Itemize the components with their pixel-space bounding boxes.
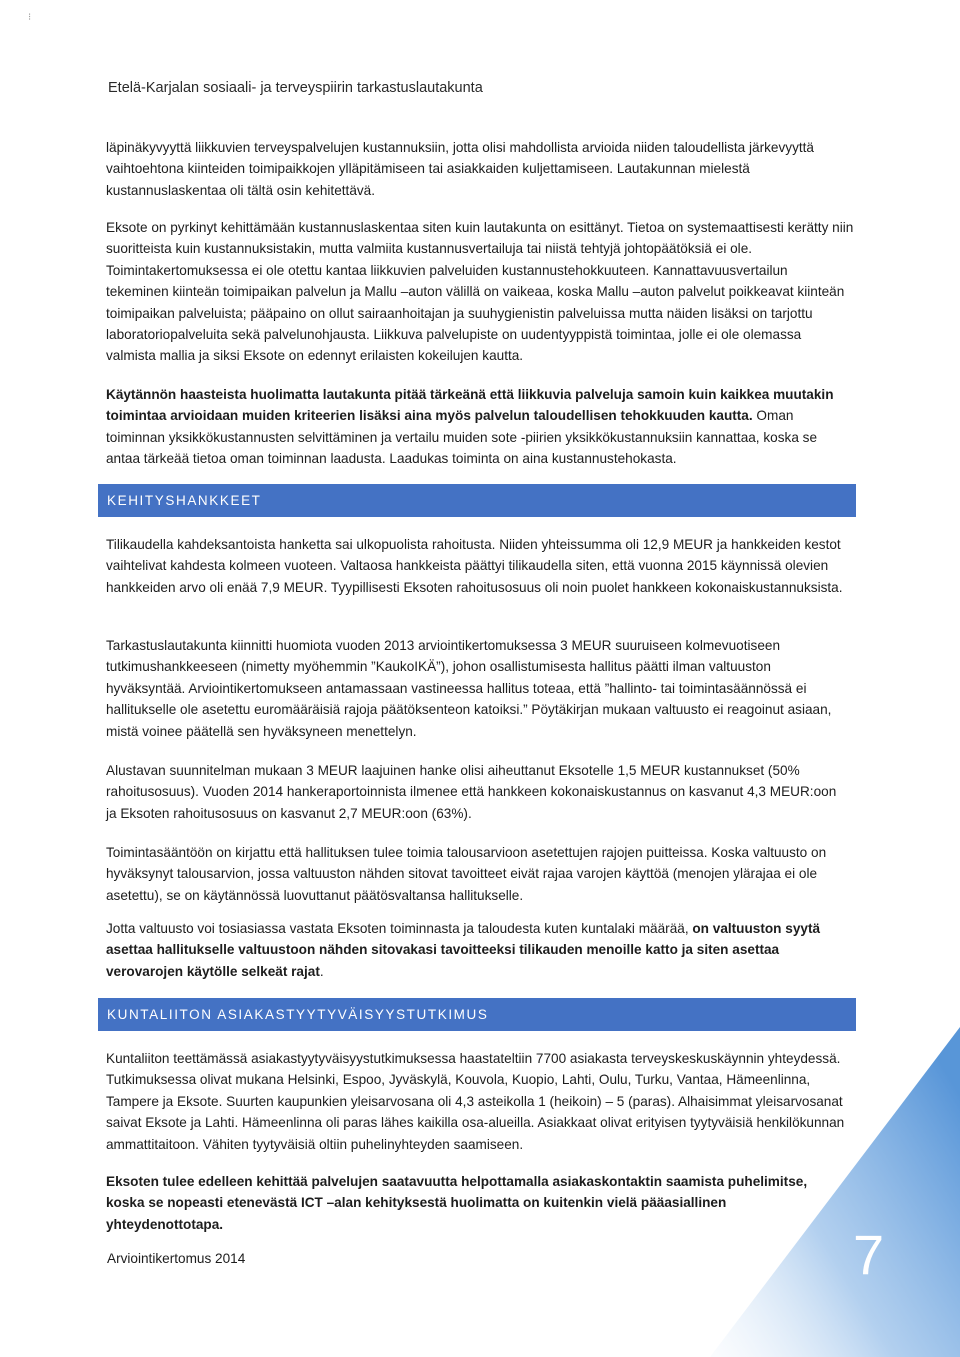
section1-paragraph-4: Toimintasääntöön on kirjattu että hallituksen tulee toimia talousarvioon asetettujen rajojen puitteissa. Koska valtuusto on hyväksynyt talousarvion, jossa valtuuston nähden sitovat tavoitteet eivät rajaa varojen käyttöä (menojen ylärajaa ei ole asetettu), se on käytännössä luovuttanut päätösvaltansa hallitukselle. bbox=[106, 845, 827, 903]
intro-paragraph-3-rest: Oman toiminnan yksikkökustannusten selvittäminen ja vertailu muiden sote -piirien yksikkökustannuksiin kannattaa, koska se antaa tärkeää tietoa oman toiminnan laadusta. Laadukas toiminta on aina kustannustehokasta. bbox=[106, 408, 818, 467]
section1-paragraph-5 bbox=[106, 918, 846, 982]
section-heading-kehityshankkeet: KEHITYSHANKKEET bbox=[98, 484, 856, 517]
section1-paragraph-5-bold: on valtuuston syytä asettaa hallitukselle valtuustoon nähden sitovakasi tavoitteeksi tilikauden menoille katto ja siten asettaa verovarojen käytölle selkeät rajat bbox=[106, 921, 821, 979]
page-number: 7 bbox=[853, 1223, 885, 1286]
section2-paragraph-2-bold: Eksoten tulee edelleen kehittää palvelujen saatavuutta helpottamalla asiakaskontaktin saamista puhelimitse, koska se nopeasti etenevästä ICT –alan kehityksestä huolimatta on kuitenkin vielä pääasiallinen yhteydenottotapa. bbox=[106, 1174, 808, 1232]
intro-paragraph-3 bbox=[106, 384, 854, 470]
section1-paragraph-3: Alustavan suunnitelman mukaan 3 MEUR laajuinen hanke olisi aiheuttanut Eksotelle 1,5 MEUR kustannukset (50% rahoitusosuus). Vuoden 2014 hankeraportoinnista ilmenee että hankkeen kokonaiskustannus on kasvanut 4,3 MEUR:oon ja Eksoten rahoitusosuus on kasvanut 2,7 MEUR:oon (63%). bbox=[106, 763, 837, 821]
section-heading-kuntaliitto: KUNTALIITON ASIAKASTYYTYVÄISYYSTUTKIMUS bbox=[98, 998, 856, 1031]
scan-marks: ⁝ bbox=[28, 12, 32, 23]
section2-paragraph-1: Kuntaliiton teettämässä asiakastyytyväisyystutkimuksessa haastateltiin 7700 asiakasta terveyskeskuskäynnin yhteydessä. Tutkimuksessa olivat mukana Helsinki, Espoo, Jyväskylä, Kouvola, Kuopio, Lahti, Oulu, Turku, Vantaa, Hämeenlinna, Tampere ja Eksote. Suurten kaupunkien yleisarvosana oli 4,3 asteikolla 1 (heikoin) – 5 (paras). Alhaisimmat yleisarvosanat saivat Eksote ja Lahti. Hämeenlinna oli paras lähes kaikilla osa-alueilla. Asiakkaat olivat erityisen tyytyväisiä henkilökunnan ammattitaitoon. Vähiten tyytyväisiä oltiin puhelinyhteyden saamiseen. bbox=[106, 1051, 845, 1152]
section1-paragraph-2: Tarkastuslautakunta kiinnitti huomiota vuoden 2013 arviointikertomuksessa 3 MEUR suuruiseen kolmevuotiseen tutkimushankkeeseen (nimetty myöhemmin ”KaukoIKÄ”), johon osallistumisesta hallitus päätti ilman valtuuston hyväksyntää. Arviointikertomukseen antamassaan vastineessa hallitus toteaa, että ”hallinto- tai toimintasäännössä ei hallitukselle ole asetettu euromääräisiä rajoja päätöksenteon katoiksi.” Pöytäkirjan mukaan valtuusto ei reagoinut asiaan, mistä voinee päätellä sen hyväksyneen menettelyn. bbox=[106, 638, 832, 739]
corner-triangle-decoration bbox=[710, 1027, 960, 1357]
section1-paragraph-1: Tilikaudella kahdeksantoista hanketta sai ulkopuolista rahoitusta. Niiden yhteissumma oli 12,9 MEUR ja hankkeiden kestot vaihtelivat kahdesta kolmeen vuoteen. Valtaosa hankkeista päättyi tilikaudella siten, että vuonna 2015 käynnissä olevien hankkeiden arvo oli enää 7,9 MEUR. Tyypillisesti Eksoten rahoitusosuus oli noin puolet hankkeen kokonaiskustannuksista. bbox=[106, 537, 843, 595]
footer-title: Arviointikertomus 2014 bbox=[107, 1251, 246, 1266]
section1-paragraph-5-end: . bbox=[319, 963, 324, 979]
intro-paragraph-1: läpinäkyvyyttä liikkuvien terveyspalvelujen kustannuksiin, jotta olisi mahdollista arvioida niiden taloudellista järkevyyttä vaihtoehtona kiinteiden toimipaikkojen ylläpitämiseen tai asiakkaiden kuljettamiseen. Lautakunnan mielestä kustannuslaskentaa oli tältä osin kehitettävä. bbox=[106, 140, 814, 198]
intro-paragraph-2: Eksote on pyrkinyt kehittämään kustannuslaskentaa siten kuin lautakunta on esittänyt. Tietoa on systemaattisesti kerätty niin suoritteista kuin kustannuksistakin, mutta valmiita kustannusvertailuja tai niistä tehtyjä johtopäätöksiä ei ole. Toimintakertomuksessa ei ole otettu kantaa liikkuvien palveluiden kustannustehokkuuteen. Kannattavuusvertailun tekeminen kiinteän toimipaikan palvelun ja Mallu –auton välillä on vaikeaa, koska Mallu –auton palvelut poikkeavat kiinteän toimipaikan palveluista; pääpaino on ollut sairaanhoitajan ja suuhygienistin palveluissa mutta näiden lisäksi on tarjottu laboratoriopalveluita sekä palvelunohjausta. Liikkuva palvelupiste on uudentyyppistä toimintaa, jolle ei ole olemassa valmista mallia ja siksi Eksote on edennyt erilaisten kokeilujen kautta. bbox=[106, 220, 854, 364]
page-header: Etelä-Karjalan sosiaali- ja terveyspiirin tarkastuslautakunta bbox=[108, 80, 483, 96]
section1-paragraph-5-plain: Jotta valtuusto voi tosiasiassa vastata Eksoten toiminnasta ja taloudesta kuten kuntalaki määrää, bbox=[106, 921, 693, 936]
intro-paragraph-3-bold: Käytännön haasteista huolimatta lautakunta pitää tärkeänä että liikkuvia palveluja samoin kuin kaikkea muutakin toimintaa arvioidaan muiden kriteerien lisäksi aina myös palvelun taloudellisen tehokkuuden kautta. bbox=[106, 387, 834, 424]
